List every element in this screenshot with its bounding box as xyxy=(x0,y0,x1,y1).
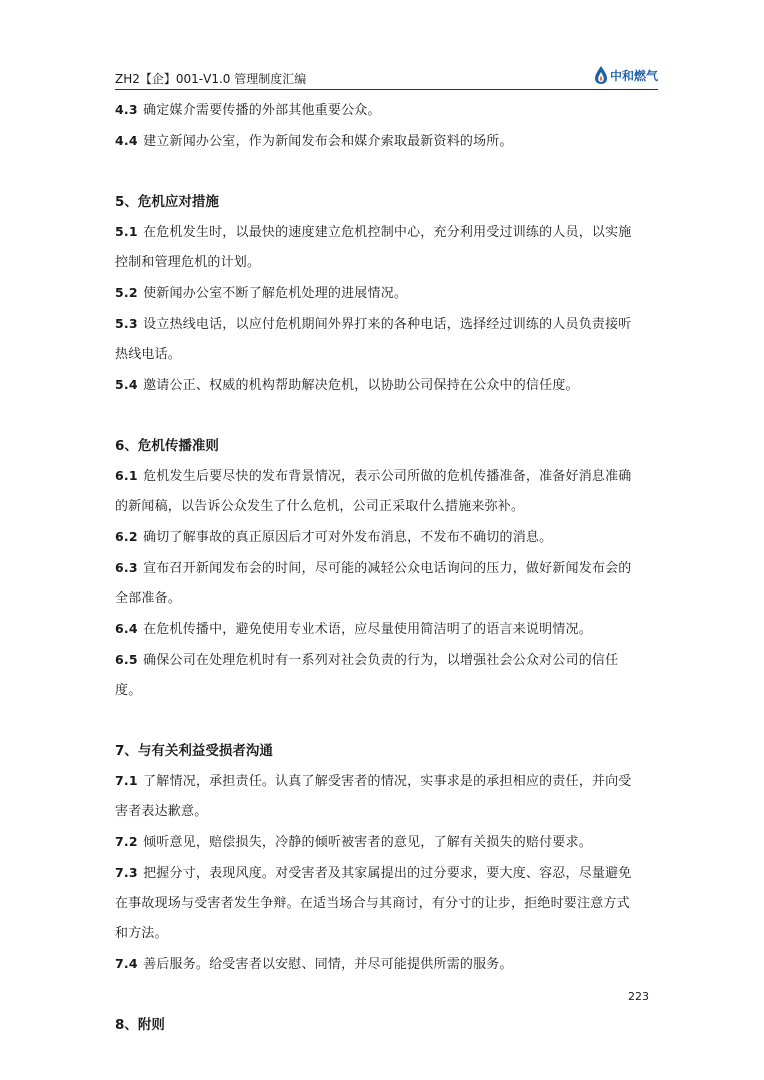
clause-text: 善后服务。给受害者以安慰、同情，并尽可能提供所需的服务。 xyxy=(143,957,513,972)
clause-number: 6.4 xyxy=(115,621,138,636)
clause-paragraph xyxy=(115,645,643,706)
clause-paragraph xyxy=(115,858,643,949)
clause-number: 5.4 xyxy=(115,377,138,392)
clause-paragraph xyxy=(115,766,643,827)
clause-number: 4.4 xyxy=(115,133,138,148)
clause-paragraph xyxy=(115,126,643,157)
page-number: 223 xyxy=(628,990,649,1003)
clause-paragraph xyxy=(115,827,643,858)
logo-text: 中和燃气 xyxy=(609,68,658,83)
header-title: ZH2【企】001-V1.0 管理制度汇编 xyxy=(115,72,307,86)
clause-text: 倾听意见，赔偿损失，冷静的倾听被害者的意见，了解有关损失的赔付要求。 xyxy=(143,835,592,850)
clause-text: 确定媒介需要传播的外部其他重要公众。 xyxy=(143,103,381,118)
clause-paragraph xyxy=(115,370,643,401)
clause-text: 把握分寸，表现风度。对受害者及其家属提出的过分要求，要大度、容忍，尽量避免 xyxy=(143,866,632,881)
clause-paragraph xyxy=(115,949,643,980)
clause-text-continued: 和方法。 xyxy=(115,926,168,941)
clause-text-continued: 害者表达歉意。 xyxy=(115,804,208,819)
clause-paragraph xyxy=(115,95,643,126)
clause-number: 7.2 xyxy=(115,834,138,849)
header-divider xyxy=(115,89,658,90)
clause-number: 5.1 xyxy=(115,224,138,239)
clause-number: 7.4 xyxy=(115,956,138,971)
clause-text: 建立新闻办公室，作为新闻发布会和媒介索取最新资料的场所。 xyxy=(143,134,513,149)
clause-number: 7.1 xyxy=(115,773,138,788)
clause-text: 邀请公正、权威的机构帮助解决危机，以协助公司保持在公众中的信任度。 xyxy=(143,378,579,393)
clause-text: 确保公司在处理危机时有一系列对社会负责的行为，以增强社会公众对公司的信任度。 xyxy=(115,653,619,698)
section-gap xyxy=(115,706,643,736)
clause-text-continued: 的新闻稿，以告诉公众发生了什么危机，公司正采取什么措施来弥补。 xyxy=(115,499,525,514)
section-heading: 6、危机传播准则 xyxy=(115,438,219,454)
clause-paragraph xyxy=(115,309,643,370)
section-heading: 5、危机应对措施 xyxy=(115,194,219,210)
clause-paragraph xyxy=(115,461,643,522)
clause-text: 确切了解事故的真正原因后才可对外发布消息，不发布不确切的消息。 xyxy=(143,530,553,545)
clause-text: 了解情况，承担责任。认真了解受害者的情况，实事求是的承担相应的责任，并向受 xyxy=(143,774,632,789)
clause-number: 7.3 xyxy=(115,865,138,880)
section-gap xyxy=(115,980,643,1010)
clause-text-continued: 在事故现场与受害者发生争辩。在适当场合与其商讨，有分寸的让步，拒绝时要注意方式 xyxy=(115,896,630,911)
document-body xyxy=(115,95,643,1040)
clause-paragraph xyxy=(115,614,643,645)
clause-text: 在危机传播中，避免使用专业术语，应尽量使用简洁明了的语言来说明情况。 xyxy=(143,622,592,637)
section-heading: 7、与有关利益受损者沟通 xyxy=(115,743,273,759)
clause-text-continued: 控制和管理危机的计划。 xyxy=(115,255,261,270)
clause-text: 危机发生后要尽快的发布背景情况，表示公司所做的危机传播准备，准备好消息准确 xyxy=(143,469,632,484)
company-logo xyxy=(594,64,658,86)
clause-text-continued: 全部准备。 xyxy=(115,591,182,606)
clause-number: 5.2 xyxy=(115,285,138,300)
clause-text-continued: 热线电话。 xyxy=(115,347,182,362)
clause-number: 6.5 xyxy=(115,652,138,667)
clause-number: 6.1 xyxy=(115,468,138,483)
clause-text: 在危机发生时，以最快的速度建立危机控制中心，充分利用受过训练的人员，以实施 xyxy=(143,225,632,240)
clause-text: 使新闻办公室不断了解危机处理的进展情况。 xyxy=(143,286,408,301)
page-header xyxy=(115,64,658,88)
clause-number: 4.3 xyxy=(115,102,138,117)
clause-text: 宣布召开新闻发布会的时间，尽可能的减轻公众电话询问的压力，做好新闻发布会的 xyxy=(143,561,632,576)
clause-text: 设立热线电话，以应付危机期间外界打来的各种电话，选择经过训练的人员负责接听 xyxy=(143,317,632,332)
clause-number: 5.3 xyxy=(115,316,138,331)
clause-paragraph xyxy=(115,278,643,309)
section-heading: 8、附则 xyxy=(115,1017,165,1033)
clause-number: 6.2 xyxy=(115,529,138,544)
flame-drop-icon xyxy=(594,65,608,85)
clause-number: 6.3 xyxy=(115,560,138,575)
clause-paragraph xyxy=(115,522,643,553)
clause-paragraph xyxy=(115,553,643,614)
clause-paragraph xyxy=(115,217,643,278)
section-gap xyxy=(115,157,643,187)
section-gap xyxy=(115,401,643,431)
